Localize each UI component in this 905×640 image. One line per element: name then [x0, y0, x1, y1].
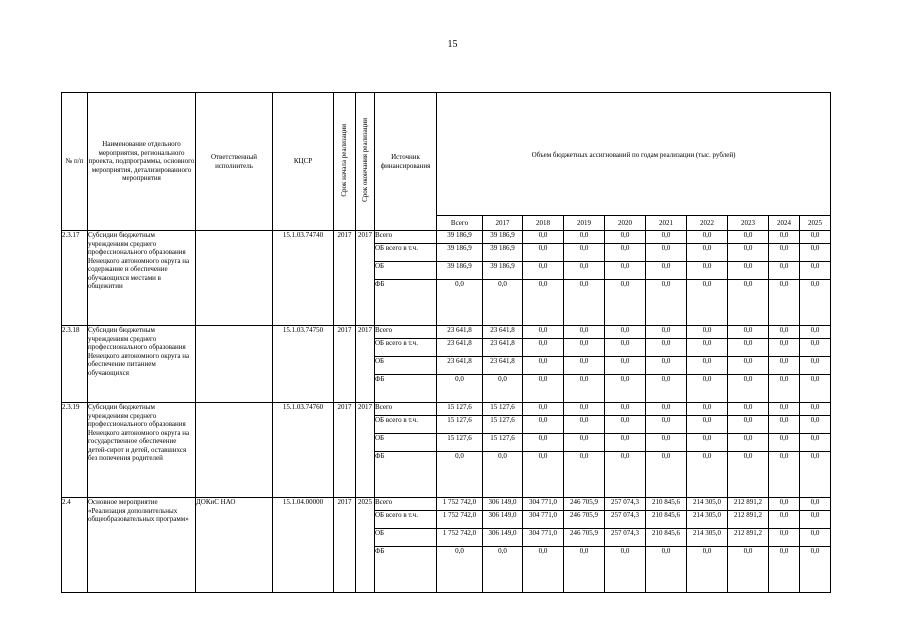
amount-cell: 0,0 — [646, 244, 687, 262]
funding-source: Всего — [375, 231, 437, 244]
amount-cell: 306 149,0 — [483, 511, 523, 529]
year-header: 2025 — [800, 216, 831, 231]
amount-cell: 39 186,9 — [483, 262, 523, 280]
row-end-year: 2017 — [356, 326, 375, 403]
amount-cell: 304 771,0 — [523, 511, 564, 529]
amount-cell: 0,0 — [728, 547, 769, 593]
amount-cell: 0,0 — [800, 403, 831, 416]
amount-cell: 15 127,6 — [437, 434, 483, 452]
amount-cell: 210 845,6 — [646, 511, 687, 529]
amount-cell: 0,0 — [728, 416, 769, 434]
amount-cell: 0,0 — [605, 416, 646, 434]
amount-cell: 0,0 — [687, 416, 728, 434]
row-kcsr: 15.1.03.74740 — [273, 231, 334, 326]
row-number: 2.3.17 — [62, 231, 88, 326]
amount-cell: 0,0 — [646, 434, 687, 452]
funding-source: ФБ — [375, 452, 437, 498]
amount-cell: 0,0 — [564, 357, 605, 375]
funding-source: ОБ — [375, 262, 437, 280]
amount-cell: 0,0 — [605, 339, 646, 357]
row-end-year: 2025 — [356, 498, 375, 593]
amount-cell: 0,0 — [523, 547, 564, 593]
row-responsible — [196, 403, 273, 498]
amount-cell: 1 752 742,0 — [437, 498, 483, 511]
row-start-year: 2017 — [334, 498, 356, 593]
amount-cell: 0,0 — [523, 339, 564, 357]
amount-cell: 0,0 — [564, 375, 605, 403]
amount-cell: 0,0 — [523, 434, 564, 452]
amount-cell: 0,0 — [646, 357, 687, 375]
year-header: 2024 — [769, 216, 800, 231]
row-kcsr: 15.1.03.74760 — [273, 403, 334, 498]
amount-cell: 0,0 — [523, 416, 564, 434]
amount-cell: 0,0 — [687, 244, 728, 262]
row-number: 2.3.19 — [62, 403, 88, 498]
amount-cell: 0,0 — [646, 375, 687, 403]
amount-cell: 0,0 — [605, 547, 646, 593]
amount-cell: 0,0 — [523, 280, 564, 326]
row-kcsr: 15.1.04.00000 — [273, 498, 334, 593]
amount-cell: 0,0 — [605, 357, 646, 375]
amount-cell: 0,0 — [605, 375, 646, 403]
amount-cell: 0,0 — [800, 547, 831, 593]
year-header: 2018 — [523, 216, 564, 231]
amount-cell: 0,0 — [769, 326, 800, 339]
amount-cell: 0,0 — [687, 547, 728, 593]
amount-cell: 0,0 — [769, 262, 800, 280]
amount-cell: 0,0 — [728, 403, 769, 416]
amount-cell: 0,0 — [646, 231, 687, 244]
amount-cell: 0,0 — [769, 498, 800, 511]
amount-cell: 246 705,9 — [564, 529, 605, 547]
amount-cell: 212 891,2 — [728, 511, 769, 529]
amount-cell: 0,0 — [800, 375, 831, 403]
amount-cell: 0,0 — [605, 452, 646, 498]
row-name: Основное мероприятие «Реализация дополнительных общеобразовательных программ» — [88, 498, 196, 593]
amount-cell: 0,0 — [483, 452, 523, 498]
amount-cell: 0,0 — [437, 375, 483, 403]
amount-cell: 0,0 — [687, 403, 728, 416]
amount-cell: 0,0 — [687, 357, 728, 375]
amount-cell: 0,0 — [687, 326, 728, 339]
row-number: 2.4 — [62, 498, 88, 593]
budget-table — [61, 92, 831, 593]
amount-cell: 0,0 — [605, 403, 646, 416]
amount-cell: 214 305,0 — [687, 529, 728, 547]
year-header: 2019 — [564, 216, 605, 231]
row-end-year: 2017 — [356, 403, 375, 498]
amount-cell: 15 127,6 — [437, 403, 483, 416]
funding-source: ОБ всего в т.ч. — [375, 511, 437, 529]
amount-cell: 0,0 — [523, 262, 564, 280]
row-responsible — [196, 326, 273, 403]
header-volume: Объем бюджетных ассигнований по годам реализации (тыс. рублей) — [437, 93, 831, 216]
row-name: Субсидии бюджетным учреждениям среднего профессионального образования Ненецкого автономного округа на государственное обеспечение детей-сирот и детей, оставшихся без попечения родителей — [88, 403, 196, 498]
amount-cell: 23 641,8 — [483, 339, 523, 357]
amount-cell: 0,0 — [800, 498, 831, 511]
amount-cell: 0,0 — [437, 452, 483, 498]
amount-cell: 39 186,9 — [483, 244, 523, 262]
amount-cell: 0,0 — [769, 357, 800, 375]
year-header: 2020 — [605, 216, 646, 231]
amount-cell: 0,0 — [483, 280, 523, 326]
header-start-label: Срок начала реализации — [340, 123, 348, 197]
amount-cell: 0,0 — [687, 434, 728, 452]
amount-cell: 0,0 — [800, 357, 831, 375]
amount-cell: 0,0 — [564, 326, 605, 339]
amount-cell: 0,0 — [646, 262, 687, 280]
amount-cell: 0,0 — [769, 434, 800, 452]
amount-cell: 0,0 — [728, 280, 769, 326]
amount-cell: 0,0 — [646, 339, 687, 357]
amount-cell: 0,0 — [728, 452, 769, 498]
amount-cell: 0,0 — [437, 280, 483, 326]
funding-source: ОБ всего в т.ч. — [375, 244, 437, 262]
amount-cell: 23 641,8 — [483, 357, 523, 375]
funding-source: ОБ — [375, 529, 437, 547]
amount-cell: 0,0 — [564, 280, 605, 326]
amount-cell: 0,0 — [564, 244, 605, 262]
row-start-year: 2017 — [334, 326, 356, 403]
funding-source: ФБ — [375, 547, 437, 593]
year-header: 2021 — [646, 216, 687, 231]
amount-cell: 0,0 — [769, 511, 800, 529]
amount-cell: 212 891,2 — [728, 529, 769, 547]
amount-cell: 257 074,3 — [605, 529, 646, 547]
header-source: Источник финансирования — [375, 93, 437, 231]
amount-cell: 0,0 — [728, 357, 769, 375]
amount-cell: 0,0 — [800, 231, 831, 244]
amount-cell: 246 705,9 — [564, 498, 605, 511]
amount-cell: 0,0 — [523, 452, 564, 498]
amount-cell: 0,0 — [687, 375, 728, 403]
amount-cell: 0,0 — [800, 529, 831, 547]
amount-cell: 39 186,9 — [437, 262, 483, 280]
amount-cell: 214 305,0 — [687, 498, 728, 511]
amount-cell: 0,0 — [800, 511, 831, 529]
amount-cell: 0,0 — [437, 547, 483, 593]
amount-cell: 0,0 — [564, 403, 605, 416]
amount-cell: 23 641,8 — [437, 326, 483, 339]
amount-cell: 0,0 — [564, 416, 605, 434]
amount-cell: 0,0 — [769, 403, 800, 416]
amount-cell: 23 641,8 — [437, 339, 483, 357]
table-row — [62, 498, 831, 511]
row-kcsr: 15.1.03.74750 — [273, 326, 334, 403]
amount-cell: 1 752 742,0 — [437, 511, 483, 529]
year-header: 2017 — [483, 216, 523, 231]
row-number: 2.3.18 — [62, 326, 88, 403]
header-responsible: Ответственный исполнитель — [196, 93, 273, 231]
amount-cell: 210 845,6 — [646, 498, 687, 511]
amount-cell: 0,0 — [564, 547, 605, 593]
table-row — [62, 231, 831, 244]
row-name: Субсидии бюджетным учреждениям среднего профессионального образования Ненецкого автономного округа на содержание и обеспечение обучающихся местами в общежитии — [88, 231, 196, 326]
amount-cell: 304 771,0 — [523, 529, 564, 547]
amount-cell: 0,0 — [728, 434, 769, 452]
year-header: 2023 — [728, 216, 769, 231]
amount-cell: 214 305,0 — [687, 511, 728, 529]
amount-cell: 15 127,6 — [437, 416, 483, 434]
amount-cell: 0,0 — [800, 244, 831, 262]
funding-source: ОБ всего в т.ч. — [375, 339, 437, 357]
amount-cell: 0,0 — [646, 280, 687, 326]
amount-cell: 0,0 — [769, 547, 800, 593]
amount-cell: 0,0 — [800, 416, 831, 434]
amount-cell: 39 186,9 — [483, 231, 523, 244]
amount-cell: 0,0 — [728, 231, 769, 244]
funding-source: ФБ — [375, 375, 437, 403]
funding-source: ФБ — [375, 280, 437, 326]
amount-cell: 306 149,0 — [483, 498, 523, 511]
amount-cell: 246 705,9 — [564, 511, 605, 529]
amount-cell: 0,0 — [605, 231, 646, 244]
amount-cell: 0,0 — [687, 262, 728, 280]
funding-source: Всего — [375, 498, 437, 511]
amount-cell: 0,0 — [687, 280, 728, 326]
funding-source: ОБ — [375, 434, 437, 452]
amount-cell: 0,0 — [523, 403, 564, 416]
row-responsible: ДОКиС НАО — [196, 498, 273, 593]
amount-cell: 0,0 — [769, 244, 800, 262]
amount-cell: 0,0 — [800, 339, 831, 357]
amount-cell: 0,0 — [728, 326, 769, 339]
amount-cell: 15 127,6 — [483, 416, 523, 434]
amount-cell: 0,0 — [564, 434, 605, 452]
amount-cell: 0,0 — [769, 529, 800, 547]
amount-cell: 0,0 — [523, 375, 564, 403]
amount-cell: 0,0 — [646, 326, 687, 339]
amount-cell: 23 641,8 — [483, 326, 523, 339]
amount-cell: 210 845,6 — [646, 529, 687, 547]
amount-cell: 0,0 — [523, 326, 564, 339]
page-number: 15 — [447, 39, 458, 50]
amount-cell: 0,0 — [646, 403, 687, 416]
amount-cell: 0,0 — [800, 434, 831, 452]
funding-source: Всего — [375, 403, 437, 416]
amount-cell: 0,0 — [605, 244, 646, 262]
year-header: Всего — [437, 216, 483, 231]
amount-cell: 0,0 — [728, 339, 769, 357]
amount-cell: 0,0 — [687, 231, 728, 244]
amount-cell: 15 127,6 — [483, 403, 523, 416]
amount-cell: 0,0 — [564, 262, 605, 280]
header-end — [356, 93, 375, 231]
table-row — [62, 403, 831, 416]
amount-cell: 0,0 — [800, 326, 831, 339]
amount-cell: 1 752 742,0 — [437, 529, 483, 547]
amount-cell: 0,0 — [687, 452, 728, 498]
amount-cell: 0,0 — [769, 375, 800, 403]
amount-cell: 0,0 — [605, 326, 646, 339]
amount-cell: 0,0 — [646, 547, 687, 593]
amount-cell: 0,0 — [605, 434, 646, 452]
amount-cell: 0,0 — [605, 262, 646, 280]
row-start-year: 2017 — [334, 403, 356, 498]
amount-cell: 0,0 — [605, 280, 646, 326]
amount-cell: 0,0 — [564, 339, 605, 357]
amount-cell: 212 891,2 — [728, 498, 769, 511]
header-name: Наименование отдельного мероприятия, регионального проекта, подпрограммы, основного мероприятия, детализированного мероприятия — [88, 93, 196, 231]
funding-source: ОБ — [375, 357, 437, 375]
amount-cell: 0,0 — [646, 452, 687, 498]
funding-source: Всего — [375, 326, 437, 339]
amount-cell: 257 074,3 — [605, 511, 646, 529]
amount-cell: 0,0 — [564, 231, 605, 244]
amount-cell: 39 186,9 — [437, 231, 483, 244]
row-end-year: 2017 — [356, 231, 375, 326]
amount-cell: 0,0 — [769, 231, 800, 244]
amount-cell: 0,0 — [646, 416, 687, 434]
year-header: 2022 — [687, 216, 728, 231]
amount-cell: 15 127,6 — [483, 434, 523, 452]
amount-cell: 23 641,8 — [437, 357, 483, 375]
funding-source: ОБ всего в т.ч. — [375, 416, 437, 434]
amount-cell: 0,0 — [769, 339, 800, 357]
amount-cell: 0,0 — [769, 280, 800, 326]
amount-cell: 0,0 — [523, 244, 564, 262]
amount-cell: 0,0 — [800, 280, 831, 326]
amount-cell: 0,0 — [800, 262, 831, 280]
amount-cell: 0,0 — [483, 547, 523, 593]
amount-cell: 39 186,9 — [437, 244, 483, 262]
amount-cell: 0,0 — [564, 452, 605, 498]
header-num: № п/п — [62, 93, 88, 231]
amount-cell: 0,0 — [728, 262, 769, 280]
amount-cell: 0,0 — [523, 231, 564, 244]
table-row — [62, 326, 831, 339]
amount-cell: 304 771,0 — [523, 498, 564, 511]
amount-cell: 0,0 — [769, 416, 800, 434]
amount-cell: 306 149,0 — [483, 529, 523, 547]
amount-cell: 0,0 — [687, 339, 728, 357]
row-responsible — [196, 231, 273, 326]
amount-cell: 0,0 — [523, 357, 564, 375]
amount-cell: 257 074,3 — [605, 498, 646, 511]
header-start — [334, 93, 356, 231]
amount-cell: 0,0 — [800, 452, 831, 498]
amount-cell: 0,0 — [728, 244, 769, 262]
header-end-label: Срок окончания реализации — [360, 118, 369, 203]
row-start-year: 2017 — [334, 231, 356, 326]
amount-cell: 0,0 — [769, 452, 800, 498]
header-kcsr: КЦСР — [273, 93, 334, 231]
amount-cell: 0,0 — [483, 375, 523, 403]
amount-cell: 0,0 — [728, 375, 769, 403]
row-name: Субсидии бюджетным учреждениям среднего профессионального образования Ненецкого автономного округа на обеспечение питанием обучающихся — [88, 326, 196, 403]
